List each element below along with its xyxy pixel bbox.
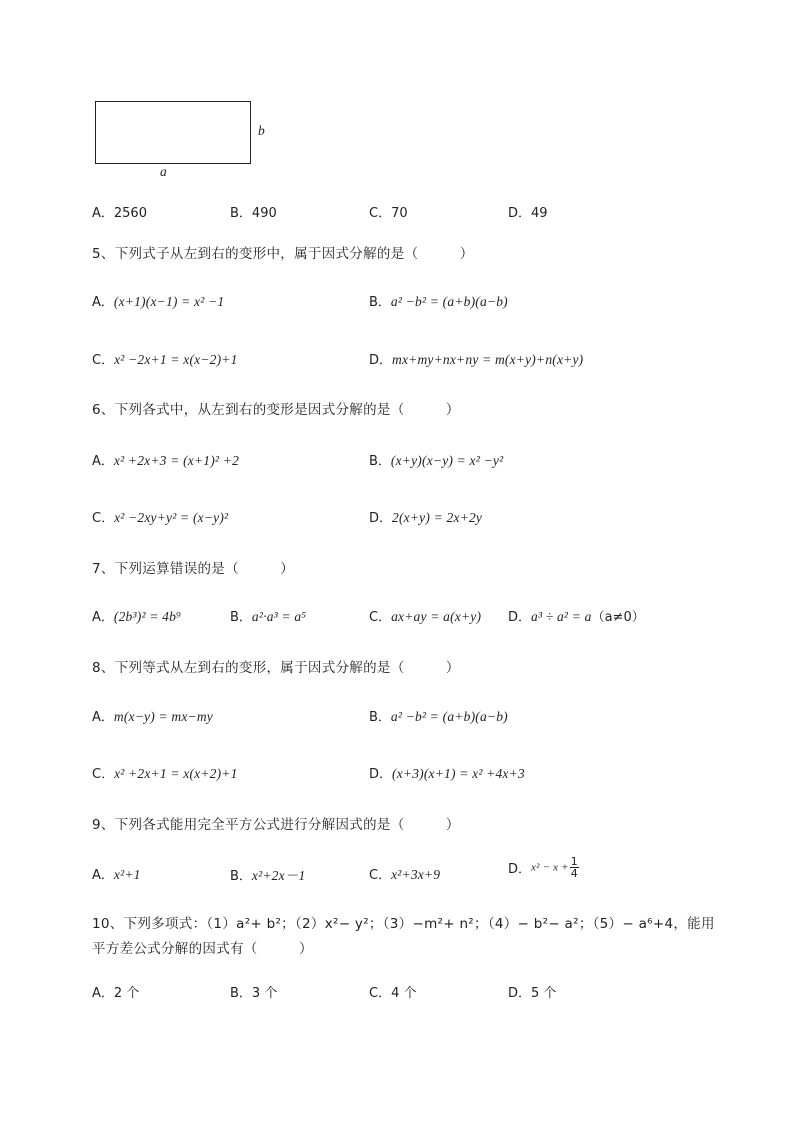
q5-option-b-math: a² −b² = (a+b)(a−b) — [390, 294, 508, 309]
q7-option-b[interactable] — [230, 606, 306, 625]
q8-option-d-math: (x+3)(x+1) = x² +4x+3 — [392, 766, 525, 781]
q9-option-a-letter: A． — [92, 868, 114, 883]
q6-option-a-math: x² +2x+3 = (x+1)² +2 — [113, 453, 240, 468]
figure-label-a: a — [160, 164, 167, 179]
q8-option-c[interactable] — [92, 763, 238, 782]
q7-option-d[interactable] — [508, 606, 645, 625]
q4-option-a[interactable]: A．2560 — [92, 206, 147, 221]
q8-option-c-math: x² +2x+1 = x(x+2)+1 — [114, 766, 238, 781]
q7-option-d-letter: D． — [508, 610, 532, 625]
q5-option-b[interactable] — [369, 291, 508, 310]
q8-option-d-letter: D． — [369, 767, 393, 782]
q7-option-c-letter: C． — [369, 610, 392, 625]
q6-option-d[interactable] — [369, 507, 482, 526]
q7-option-d-math: a³ ÷ a² = a — [531, 609, 592, 624]
q9-option-d-fraction — [570, 856, 579, 879]
q5-option-c-letter: C． — [92, 353, 115, 368]
q5-option-d-math: mx+my+nx+ny = m(x+y)+n(x+y) — [392, 352, 584, 367]
q6-option-d-letter: D． — [369, 511, 393, 526]
q8-option-b-letter: B． — [369, 710, 391, 725]
q5-option-d-letter: D． — [369, 353, 393, 368]
q9-option-d-letter: D． — [508, 862, 532, 877]
q7-option-a-letter: A． — [92, 610, 114, 625]
figure-label-b: b — [258, 123, 265, 138]
q6-option-a[interactable] — [92, 450, 239, 469]
question-7-stem: 7、下列运算错误的是（ ） — [92, 561, 295, 577]
q5-option-c[interactable] — [92, 349, 238, 368]
q9-option-b-math: x²+2x－1 — [251, 868, 306, 883]
q5-option-a[interactable] — [92, 291, 224, 310]
rectangle-figure — [95, 101, 251, 164]
question-8-stem: 8、下列等式从左到右的变形，属于因式分解的是（ ） — [92, 660, 460, 676]
q6-option-c-math: x² −2xy+y² = (x−y)² — [114, 510, 229, 525]
question-10-stem-line1: 10、下列多项式：（1）a²+ b²；（2）x²− y²；（3）−m²+ n²；（4）− b²− a²；（5）− a⁶+4，能用 — [92, 916, 715, 932]
q5-option-a-math: (x+1)(x−1) = x² −1 — [113, 294, 225, 309]
q6-option-b[interactable] — [369, 450, 503, 469]
q9-option-c[interactable] — [369, 864, 440, 883]
q9-option-a-math: x²+1 — [113, 867, 141, 882]
question-5-stem: 5、下列式子从左到右的变形中，属于因式分解的是（ ） — [92, 246, 474, 262]
q8-option-a-letter: A． — [92, 710, 114, 725]
q8-option-a-math: m(x−y) = mx−my — [113, 709, 213, 724]
q8-option-b[interactable] — [369, 706, 508, 725]
q7-option-c[interactable] — [369, 606, 481, 625]
q4-option-d[interactable]: D．49 — [508, 206, 548, 221]
q5-option-d[interactable] — [369, 349, 583, 368]
q10-option-c[interactable]: C．4 个 — [369, 986, 417, 1001]
q9-option-c-letter: C． — [369, 868, 392, 883]
q9-option-d-math: x² − x + — [531, 861, 569, 874]
q5-option-a-letter: A． — [92, 295, 114, 310]
q8-option-d[interactable] — [369, 763, 525, 782]
q6-option-c-letter: C． — [92, 511, 115, 526]
q5-option-b-letter: B． — [369, 295, 391, 310]
question-6-stem: 6、下列各式中，从左到右的变形是因式分解的是（ ） — [92, 402, 460, 418]
q9-option-a[interactable] — [92, 864, 141, 883]
q7-option-a[interactable] — [92, 606, 181, 625]
q6-option-a-letter: A． — [92, 454, 114, 469]
q8-option-b-math: a² −b² = (a+b)(a−b) — [390, 709, 508, 724]
q9-option-b-letter: B． — [230, 869, 252, 884]
q9-option-c-math: x²+3x+9 — [391, 867, 441, 882]
q9-option-d[interactable] — [508, 856, 579, 879]
q10-option-a[interactable]: A．2 个 — [92, 986, 140, 1001]
q5-option-c-math: x² −2x+1 = x(x−2)+1 — [114, 352, 238, 367]
q4-option-b[interactable]: B．490 — [230, 206, 277, 221]
q8-option-c-letter: C． — [92, 767, 115, 782]
question-9-stem: 9、下列各式能用完全平方公式进行分解因式的是（ ） — [92, 817, 460, 833]
question-10-stem-line2: 平方差公式分解的因式有（ ） — [92, 941, 313, 957]
q9-option-d-denominator: 4 — [570, 867, 578, 880]
q8-option-a[interactable] — [92, 706, 213, 725]
q7-option-a-math: (2b³)² = 4b⁹ — [113, 609, 181, 624]
q10-option-d[interactable]: D．5 个 — [508, 986, 557, 1001]
q4-option-c[interactable]: C．70 — [369, 206, 408, 221]
q9-option-d-numerator: 1 — [570, 855, 578, 868]
q7-option-d-note: （a≠0） — [591, 610, 645, 625]
q7-option-b-letter: B． — [230, 610, 252, 625]
q10-option-b[interactable]: B．3 个 — [230, 986, 278, 1001]
q7-option-c-math: ax+ay = a(x+y) — [391, 609, 482, 624]
q7-option-b-math: a²·a³ = a⁵ — [251, 609, 307, 624]
q9-option-b[interactable] — [230, 864, 305, 884]
q6-option-c[interactable] — [92, 507, 228, 526]
q6-option-b-letter: B． — [369, 454, 391, 469]
q6-option-b-math: (x+y)(x−y) = x² −y² — [390, 453, 504, 468]
q6-option-d-math: 2(x+y) = 2x+2y — [392, 510, 483, 525]
